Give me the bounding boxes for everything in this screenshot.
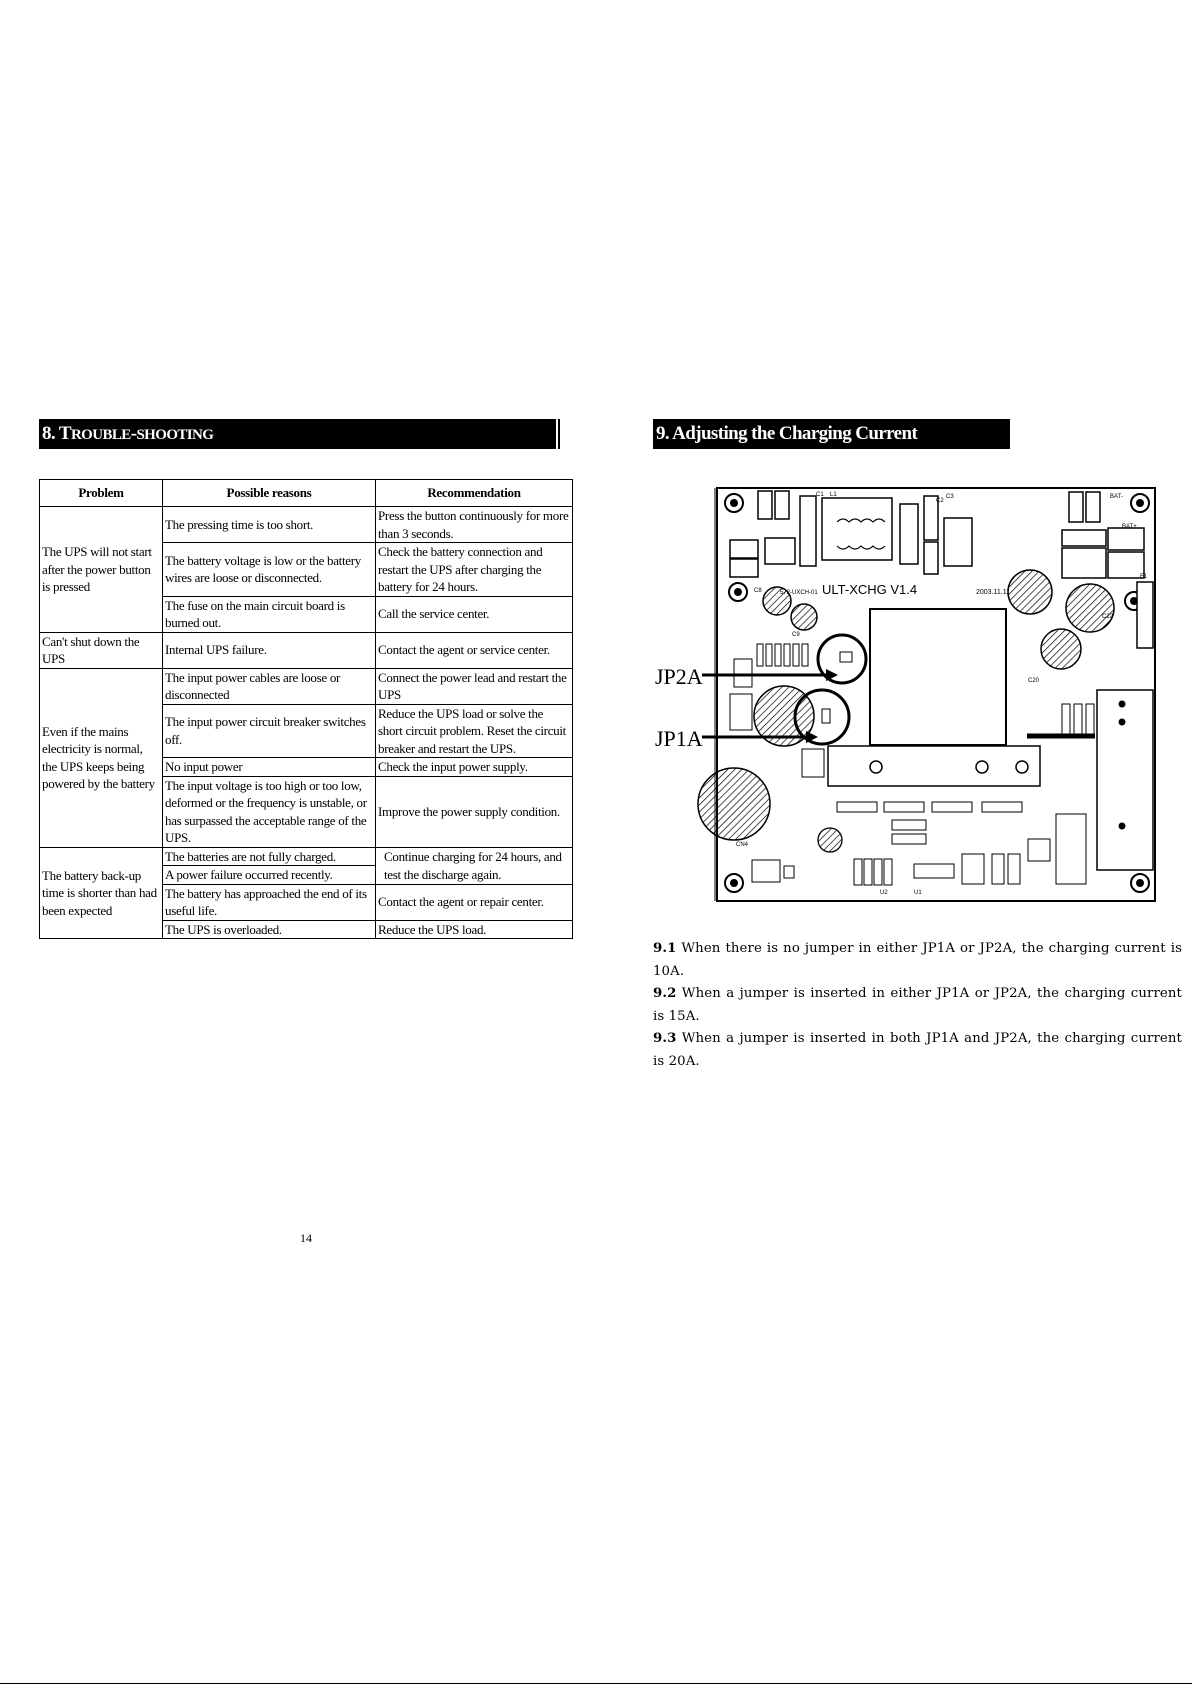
battery-terminal (1097, 690, 1153, 870)
svg-text:CN4: CN4 (736, 842, 749, 848)
svg-text:U2: U2 (880, 890, 888, 896)
svg-text:C20: C20 (1028, 678, 1040, 684)
recommendation-cell: Reduce the UPS load or solve the short circuit problem. Reset the circuit breaker and restart the UPS. (376, 704, 573, 758)
recommendation-cell: Check the input power supply. (376, 758, 573, 777)
page-number: 14 (300, 1231, 312, 1245)
svg-text:C3: C3 (946, 494, 954, 500)
recommendation-cell: Check the battery connection and restart the UPS after charging the battery for 24 hours. (376, 543, 573, 597)
section-8-title-part-1: ROUBLE (70, 427, 131, 443)
reason-cell: A power failure occurred recently. (163, 866, 376, 885)
section-9-heading: 9. Adjusting the Charging Current (653, 419, 1010, 449)
reason-cell: The batteries are not fully charged. (163, 847, 376, 866)
table-row (40, 632, 573, 668)
paragraph-number: 9.1 (653, 941, 677, 956)
recommendation-cell: Reduce the UPS load. (376, 920, 573, 939)
board-code: 572-UXCH-01 (780, 590, 818, 596)
heading-endcap (558, 419, 560, 449)
reason-cell: The UPS is overloaded. (163, 920, 376, 939)
paragraph-9-1 (653, 938, 1182, 983)
svg-text:L1: L1 (830, 492, 837, 498)
problem-cell: The battery back-up time is shorter than had been expected (40, 847, 163, 939)
reason-cell: The fuse on the main circuit board is burned out. (163, 596, 376, 632)
svg-text:C22: C22 (1102, 614, 1114, 620)
section-8-title-initial: T (58, 423, 71, 444)
paragraph-text: When there is no jumper in either JP1A or JP2A, the charging current is 10A. (653, 941, 1182, 979)
svg-text:C2: C2 (936, 498, 944, 504)
svg-text:C9: C9 (792, 632, 800, 638)
table-row (40, 847, 573, 866)
recommendation-cell: Press the button continuously for more than 3 seconds. (376, 507, 573, 543)
svg-text:U1: U1 (914, 890, 922, 896)
table-row (40, 507, 573, 543)
reason-cell: Internal UPS failure. (163, 632, 376, 668)
reason-cell: No input power (163, 758, 376, 777)
reason-cell: The pressing time is too short. (163, 507, 376, 543)
svg-text:C1: C1 (816, 492, 824, 498)
table-header-row (40, 480, 573, 507)
paragraph-9-2 (653, 983, 1182, 1028)
troubleshooting-table (39, 479, 573, 939)
recommendation-cell: Connect the power lead and restart the UPS (376, 668, 573, 704)
charging-board-diagram (652, 484, 1157, 907)
paragraph-number: 9.3 (653, 1031, 677, 1046)
heatsink-block (828, 746, 1040, 786)
svg-text:C8: C8 (754, 588, 762, 594)
reason-cell: The battery has approached the end of its useful life. (163, 884, 376, 920)
paragraph-text: When a jumper is inserted in both JP1A and JP2A, the charging current is 20A. (653, 1031, 1182, 1069)
recommendation-cell: Continue charging for 24 hours, and test the discharge again. (376, 847, 573, 884)
section-8-title-dash: - (130, 423, 137, 444)
paragraph-text: When a jumper is inserted in either JP1A or JP2A, the charging current is 15A. (653, 986, 1182, 1024)
recommendation-cell: Contact the agent or service center. (376, 632, 573, 668)
reason-cell: The battery voltage is low or the battery wires are loose or disconnected. (163, 543, 376, 597)
recommendation-cell: Improve the power supply condition. (376, 776, 573, 847)
svg-text:BAT+: BAT+ (1122, 524, 1137, 530)
recommendation-cell: Contact the agent or repair center. (376, 884, 573, 920)
paragraph-number: 9.2 (653, 986, 677, 1001)
reason-cell: The input power cables are loose or disconnected (163, 668, 376, 704)
problem-cell: Even if the mains electricity is normal, the UPS keeps being powered by the battery (40, 668, 163, 847)
section-8-number: 8. (42, 423, 56, 444)
problem-cell: The UPS will not start after the power button is pressed (40, 507, 163, 633)
header-possible-reasons: Possible reasons (163, 480, 376, 507)
section-8-title-part-2: SHOOTING (136, 427, 214, 443)
recommendation-cell: Call the service center. (376, 596, 573, 632)
bottom-rule (0, 1683, 1192, 1684)
board-marking: ULT-XCHG V1.4 (822, 582, 918, 597)
paragraph-9-3 (653, 1028, 1182, 1073)
problem-cell: Can't shut down the UPS (40, 632, 163, 668)
table-row (40, 668, 573, 704)
header-recommendation: Recommendation (376, 480, 573, 507)
header-problem: Problem (40, 480, 163, 507)
section-8-heading (39, 419, 556, 449)
reason-cell: The input voltage is too high or too low, deformed or the frequency is unstable, or has surpassed the acceptable range of the UPS. (163, 776, 376, 847)
board-date: 2003.11.11 (976, 589, 1010, 596)
main-module (870, 609, 1006, 745)
svg-text:F1: F1 (1140, 574, 1148, 580)
svg-text:BAT-: BAT- (1110, 494, 1123, 500)
jp1a-label: JP1A (655, 726, 703, 751)
reason-cell: The input power circuit breaker switches off. (163, 704, 376, 758)
jp2a-label: JP2A (655, 664, 703, 689)
